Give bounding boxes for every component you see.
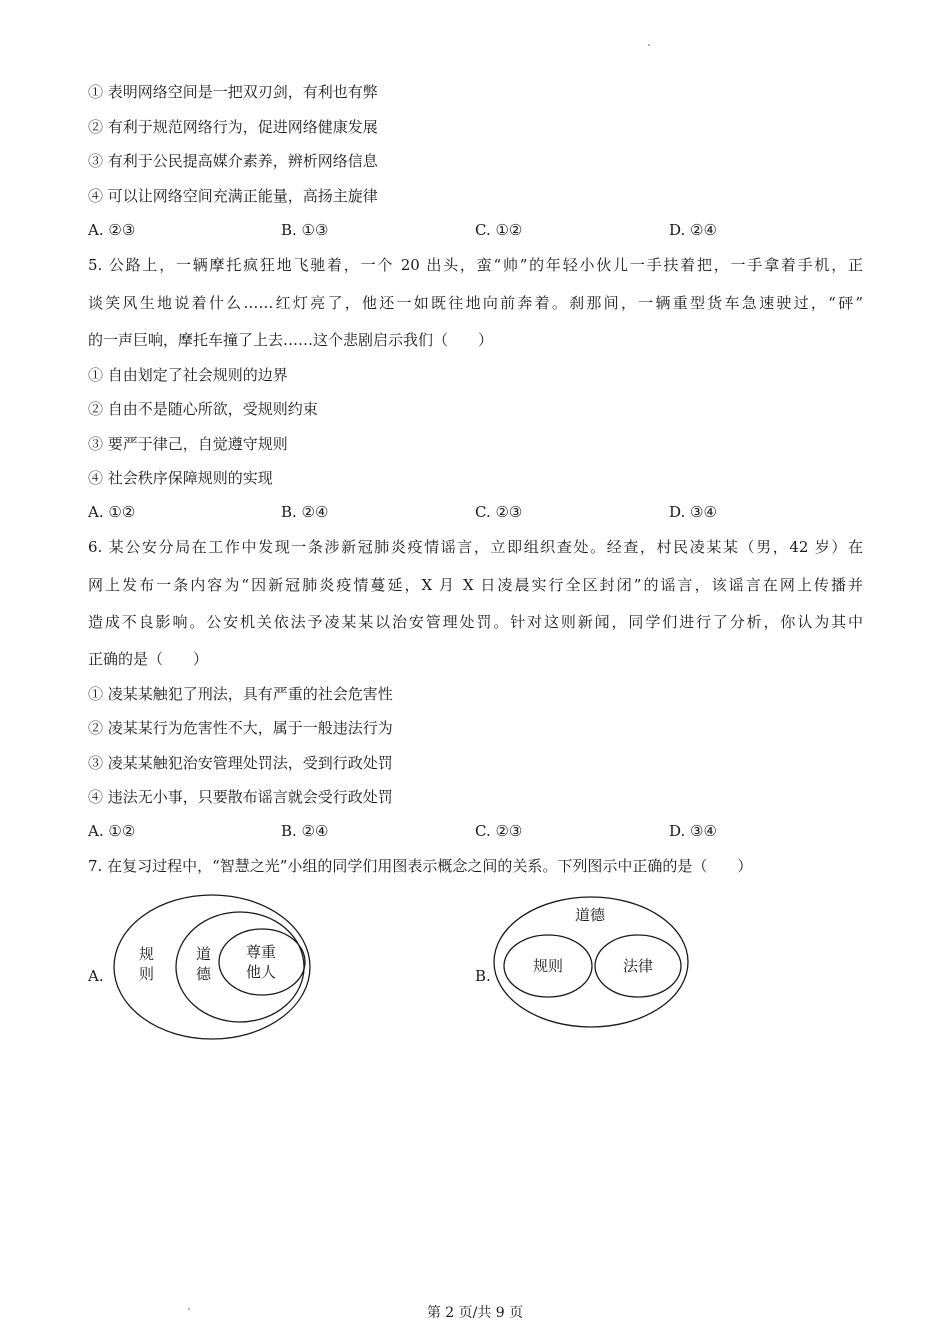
q6-option-b[interactable]: B. ②④ xyxy=(281,822,329,840)
diagram-b-right-text: 法律 xyxy=(623,957,654,975)
q6-item-1: ① 凌某某触犯了刑法，具有严重的社会危害性 xyxy=(88,685,393,703)
page-footer: 第 2 页/共 9 页 xyxy=(426,1305,524,1321)
q7-option-b-label[interactable]: B. xyxy=(475,967,491,985)
q4-option-d[interactable]: D. ②④ xyxy=(669,221,717,239)
q5-item-4: ④ 社会秩序保障规则的实现 xyxy=(88,469,273,487)
q5-option-d[interactable]: D. ③④ xyxy=(669,503,717,521)
q5-stem-line-2: 谈笑风生地说着什么……红灯亮了，他还一如既往地向前奔着。刹那间，一辆重型货车急速驶过，“砰” xyxy=(88,294,863,312)
q5-stem-line-3: 的一声巨响，摩托车撞了上去……这个悲剧启示我们（ ） xyxy=(88,331,494,349)
diagram-b-outer-text: 道德 xyxy=(575,906,606,924)
q4-item-2: ② 有利于规范网络行为，促进网络健康发展 xyxy=(88,118,378,136)
q4-option-c[interactable]: C. ①② xyxy=(475,221,523,239)
diagram-a-inner-text-1: 尊重 xyxy=(246,943,277,961)
q5-item-2: ② 自由不是随心所欲，受规则约束 xyxy=(88,400,318,418)
q4-option-b[interactable]: B. ①③ xyxy=(281,221,329,239)
diagram-a-middle-text-1: 道 xyxy=(196,945,212,963)
q6-item-2: ② 凌某某行为危害性不大，属于一般违法行为 xyxy=(88,719,393,737)
q5-option-c[interactable]: C. ②③ xyxy=(475,503,523,521)
q6-stem-line-1: 6. 某公安分局在工作中发现一条涉新冠肺炎疫情谣言，立即组织查处。经查，村民凌某某（男，42 岁）在 xyxy=(88,538,863,556)
diagram-a-outer-text-2: 则 xyxy=(139,965,155,983)
q5-option-a[interactable]: A. ①② xyxy=(88,503,136,521)
q5-item-3: ③ 要严于律己，自觉遵守规则 xyxy=(88,435,288,453)
q6-option-d[interactable]: D. ③④ xyxy=(669,822,717,840)
q6-option-c[interactable]: C. ②③ xyxy=(475,822,523,840)
q6-option-a[interactable]: A. ①② xyxy=(88,822,136,840)
q7-stem: 7. 在复习过程中，“智慧之光”小组的同学们用图表示概念之间的关系。下列图示中正确的是（ ） xyxy=(88,857,753,875)
q5-stem-line-1: 5. 公路上，一辆摩托疯狂地飞驰着，一个 20 出头，蛮“帅”的年轻小伙儿一手扶着把，一手拿着手机，正 xyxy=(88,256,863,274)
diagram-a-outer-text-1: 规 xyxy=(139,945,155,963)
diagram-b-left-text: 规则 xyxy=(533,957,564,975)
q6-stem-line-4: 正确的是（ ） xyxy=(88,650,209,668)
q7-option-a-label[interactable]: A. xyxy=(88,967,104,985)
q4-item-1: ① 表明网络空间是一把双刃剑，有利也有弊 xyxy=(88,83,378,101)
q5-option-b[interactable]: B. ②④ xyxy=(281,503,329,521)
diagram-a-middle-text-2: 德 xyxy=(196,965,212,983)
q6-stem-line-2: 网上发布一条内容为“因新冠肺炎疫情蔓延，X 月 X 日凌晨实行全区封闭”的谣言，该谣言在网上传播并 xyxy=(88,576,863,594)
q4-item-4: ④ 可以让网络空间充满正能量，高扬主旋律 xyxy=(88,187,378,205)
q4-item-3: ③ 有利于公民提高媒介素养，辨析网络信息 xyxy=(88,152,378,170)
q5-item-1: ① 自由划定了社会规则的边界 xyxy=(88,366,288,384)
q6-item-3: ③ 凌某某触犯治安管理处罚法，受到行政处罚 xyxy=(88,754,393,772)
q6-item-4: ④ 违法无小事，只要散布谣言就会受行政处罚 xyxy=(88,788,393,806)
q4-option-a[interactable]: A. ②③ xyxy=(88,221,136,239)
diagram-a-inner-text-2: 他人 xyxy=(246,963,277,981)
q6-stem-line-3: 造成不良影响。公安机关依法予凌某某以治安管理处罚。针对这则新闻，同学们进行了分析，你认为其中 xyxy=(88,613,863,631)
